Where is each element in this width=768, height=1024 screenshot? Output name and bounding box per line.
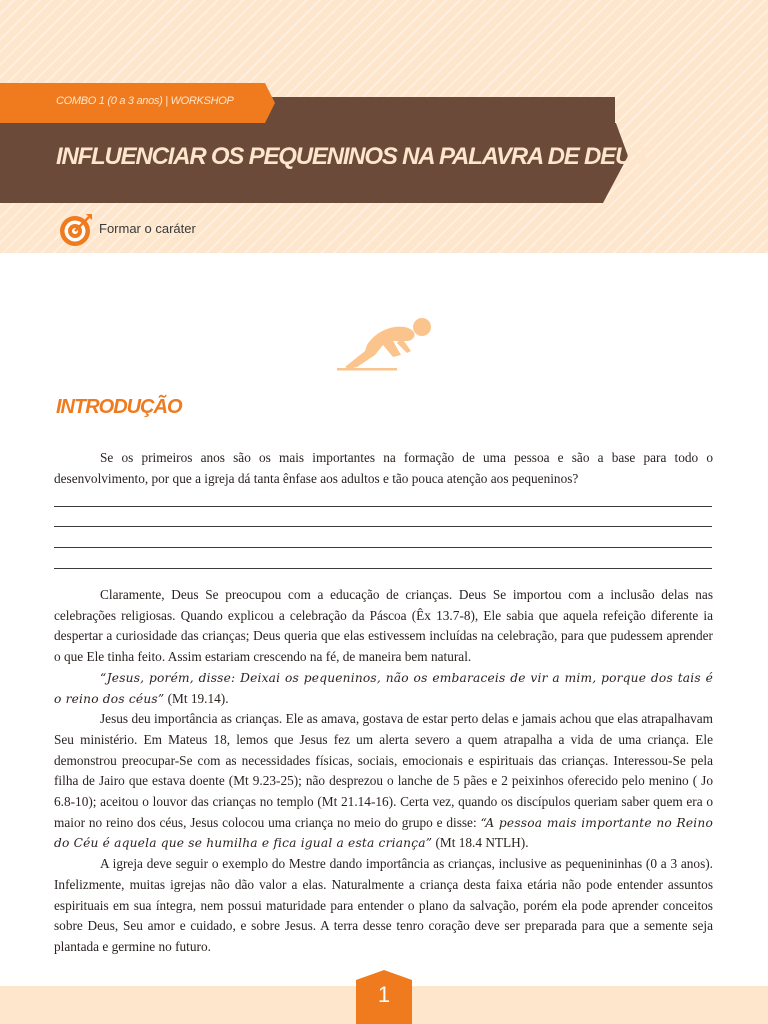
answer-line-4[interactable] bbox=[54, 568, 712, 569]
paragraph-quote-1 bbox=[54, 668, 713, 709]
series-label: COMBO 1 (0 a 3 anos) | WORKSHOP bbox=[56, 95, 234, 107]
quote-1-reference: (Mt 19.14). bbox=[164, 690, 229, 706]
answer-line-1[interactable] bbox=[54, 506, 712, 507]
paragraph-3-text: Jesus deu importância as crianças. Ele as amava, gostava de estar perto delas e jamais achou que elas atrapalhavam Seu ministério. Em Mateus 18, lemos que Jesus fez um alerta severo a quem atrapalha a vida de uma criança. Ele demonstrou preocupar-Se com as necessidades físicas, sociais, emocionais e espirituais das crianças. Interessou-Se pela filha de Jairo que estava doente (Mt 9.23-25); não desprezou o lanche de 5 pães e 2 peixinhos oferecido pelo menino ( Jo 6.8-10); aceitou o louvor das crianças no templo (Mt 21.14-16). Certa vez, quando os discípulos queriam saber quem era o maior no reino dos céus, Jesus colocou uma criança no meio do grupo e disse: bbox=[54, 711, 713, 830]
intro-question-text: Se os primeiros anos são os mais importantes na formação de uma pessoa e são a base para todo o desenvolvimento, por que a igreja dá tanta ênfase aos adultos e tão pouca atenção aos pequeninos? bbox=[54, 450, 713, 486]
intro-question bbox=[54, 448, 713, 489]
quote-2-reference: (Mt 18.4 NTLH). bbox=[432, 835, 529, 851]
answer-line-2[interactable] bbox=[54, 526, 712, 527]
answer-line-3[interactable] bbox=[54, 547, 712, 548]
page-number: 1 bbox=[377, 982, 391, 1007]
paragraph-4: A igreja deve seguir o exemplo do Mestre dando importância as crianças, inclusive as pequenininhas (0 a 3 anos). Infelizmente, muitas igrejas não dão valor a elas. Naturalmente a criança desta faixa etária não pode entender assuntos espirituais em sua íntegra, nem possui maturidade para entender o plano da salvação, porém ela pode aprender conceitos sobre Deus, Seu amor e cuidado, e sobre Jesus. A terra desse tenro coração deve ser preparada para que a semente seja plantada e germine no futuro. bbox=[54, 856, 713, 954]
section-heading: INTRODUÇÃO bbox=[56, 396, 182, 418]
page-title: INFLUENCIAR OS PEQUENINOS NA PALAVRA DE DEUS bbox=[56, 143, 646, 170]
paragraph-1: Claramente, Deus Se preocupou com a educação de crianças. Deus Se importou com a inclusão delas nas celebrações religiosas. Quando explicou a celebração da Páscoa (Êx 13.7-8), Ele sabia que aquela refeição diferente ia despertar a curiosidade das crianças; Deus queria que elas estivessem incluídas na celebração, para que pudessem aprender o que Ele tinha feito. Assim estariam crescendo na fé, de maneira bem natural. bbox=[54, 587, 713, 665]
category-label: Formar o caráter bbox=[99, 221, 196, 236]
quote-2: “A pessoa mais importante no Reino do Céu é aquela que se humilha e fica igual a esta criança” bbox=[54, 815, 713, 851]
quote-1: “Jesus, porém, disse: Deixai os pequeninos, não os embaraceis de vir a mim, porque dos tais é o reino dos céus” bbox=[54, 670, 713, 706]
runner-start-icon bbox=[335, 315, 435, 375]
body-text bbox=[54, 585, 713, 958]
target-arrow-icon bbox=[58, 212, 94, 248]
paragraph-3 bbox=[54, 709, 713, 854]
